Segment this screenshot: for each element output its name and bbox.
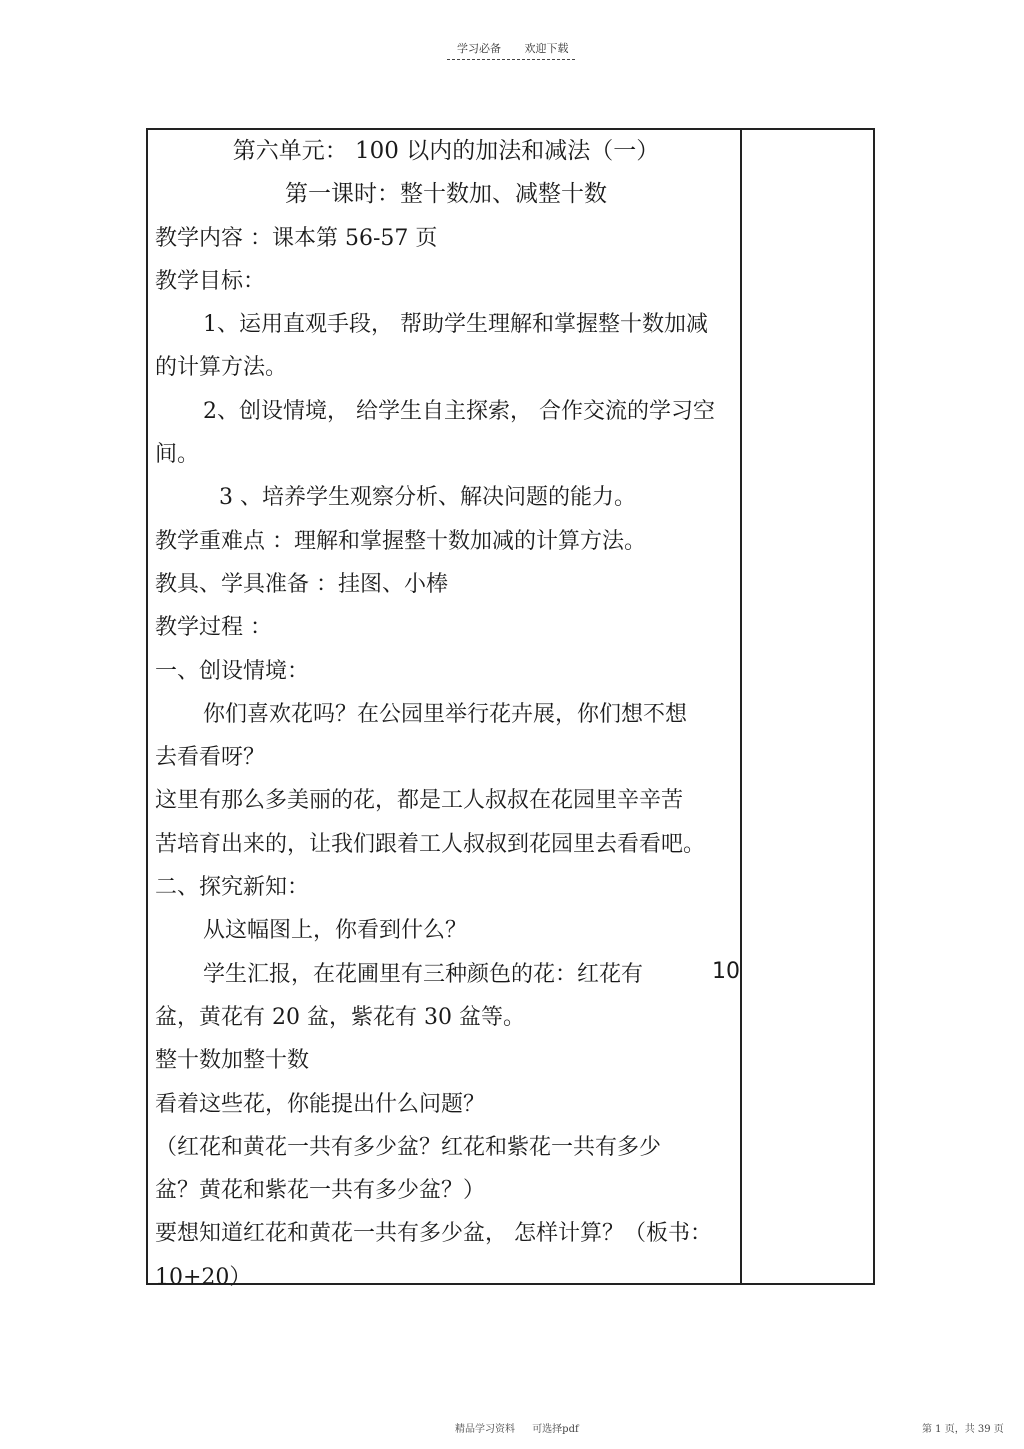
text-line: 第一课时：整十数加、减整十数 — [285, 181, 607, 208]
text-line: 这里有那么多美丽的花，都是工人叔叔在花园里辛辛苦 — [155, 788, 684, 814]
text-line: 看着这些花，你能提出什么问题？ — [155, 1091, 486, 1117]
header-divider — [447, 59, 575, 60]
text-line: 间。 — [155, 442, 200, 468]
footer-text-b: 可选择pdf — [532, 1424, 579, 1435]
text-line: 盆，黄花有 20 盆，紫花有 30 盆等。 — [155, 1004, 525, 1030]
text-line: 教学目标： — [155, 268, 266, 294]
page-footer-left — [455, 1420, 593, 1435]
text-line: 学生汇报，在花圃里有三种颜色的花：红花有 — [203, 961, 644, 987]
text-line: 教学重难点 ：理解和掌握整十数加减的计算方法。 — [155, 528, 646, 554]
lesson-content — [155, 130, 737, 1299]
footer-text-a: 精品学习资料 — [455, 1424, 515, 1435]
header-left-text: 学习必备 — [457, 42, 501, 55]
text-line: 苦培育出来的，让我们跟着工人叔叔到花园里去看看吧。 — [155, 831, 706, 857]
text-line: （红花和黄花一共有多少盆？红花和紫花一共有多少 — [155, 1134, 662, 1160]
text-line: 去看看呀？ — [155, 745, 266, 771]
page-number: 第 1 页，共 39 页 — [922, 1424, 1004, 1435]
text-line: 盆？黄花和紫花一共有多少盆？） — [155, 1178, 486, 1204]
table-column-divider — [740, 128, 742, 1285]
text-line: 要想知道红花和黄花一共有多少盆， 怎样计算？（板书： — [155, 1221, 712, 1247]
text-line: 教学过程 ： — [155, 615, 272, 641]
text-line: 的计算方法。 — [155, 355, 288, 381]
text-line: 从这幅图上，你看到什么？ — [203, 918, 468, 944]
text-line: 二、探究新知： — [155, 875, 310, 901]
text-line: 第六单元： 100 以内的加法和减法（一） — [232, 138, 660, 164]
text-line: 1、运用直观手段， 帮助学生理解和掌握整十数加减 — [203, 312, 708, 338]
page-header — [447, 40, 575, 56]
text-line: 教具、学具准备 ：挂图、小棒 — [155, 571, 448, 597]
text-line: 2、创设情境， 给学生自主探索， 合作交流的学习空 — [203, 398, 715, 424]
side-number: 10 — [712, 959, 740, 984]
text-line: 3 、培养学生观察分析、解决问题的能力。 — [219, 485, 636, 511]
text-line: 一、创设情境： — [155, 658, 310, 684]
text-line: 教学内容 ：课本第 56-57 页 — [155, 225, 438, 251]
text-line: 整十数加整十数 — [155, 1048, 310, 1074]
text-line: 你们喜欢花吗？在公园里举行花卉展，你们想不想 — [203, 701, 688, 727]
text-line: 10+20） — [155, 1264, 252, 1290]
header-right-text: 欢迎下载 — [524, 42, 569, 55]
